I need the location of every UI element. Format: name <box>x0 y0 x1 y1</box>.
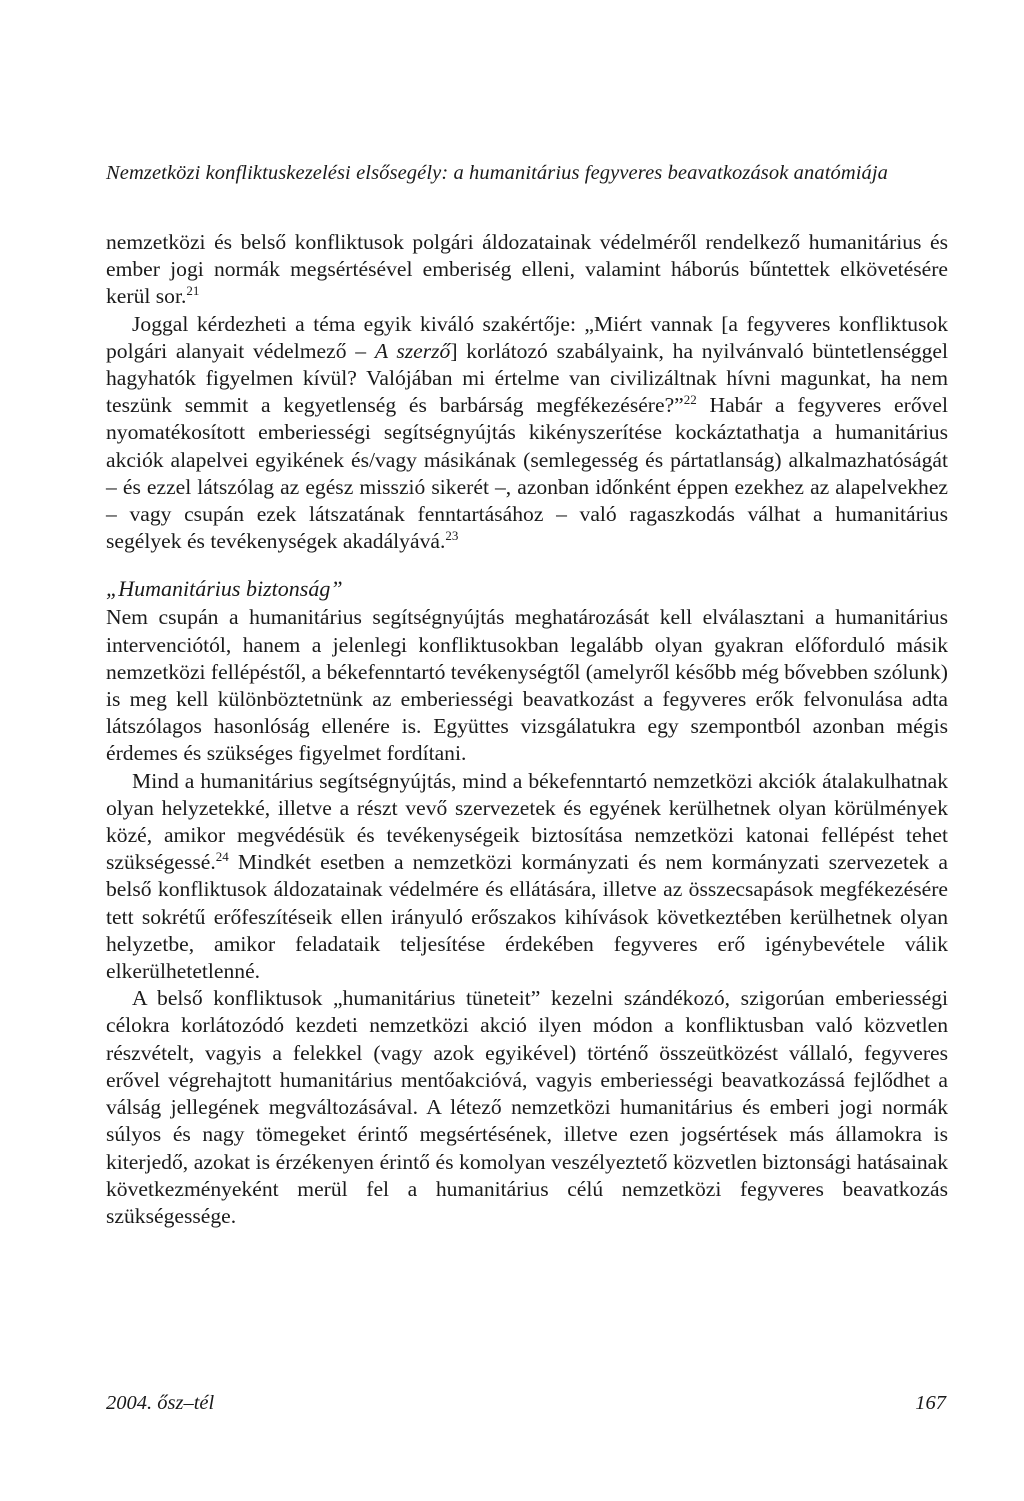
footer-issue: 2004. ősz–tél <box>106 1392 215 1414</box>
text-run: Habár a fegyveres erővel nyomatékosított emberiességi segítségnyújtás kikényszerítése kockáztathatja a humanitárius akciók alapelvei egyikének és/vagy másikának (semlegesség és pártatlanság) alkalmazhatóságát – és ezzel látszólag az egész misszió sikerét –, azonban időnként éppen ezekhez az alapelvekhez – vagy csupán ezek látszatának fenntartásához – való ragaszkodás válhat a humanitárius segélyek és tevékenységek akadályává. <box>106 393 948 554</box>
text-run: Nem csupán a humanitárius segítségnyújtás meghatározását kell elválasztani a humanitárius intervenciótól, hanem a jelenlegi konfliktusokban legalább olyan gyakran előforduló másik nemzetközi fellépéstől, a békefenntartó tevékenységtől (amelyről később még bővebben szólunk) is meg kell különböztetnünk az emberiességi beavatkozást a fegyveres erők felvonulása adta látszólagos hasonlóság ellenére is. Együttes vizsgálatukra egy szempontból azonban mégis érdemes és szükséges figyelmet fordítani. <box>106 605 948 766</box>
text-run: Mindkét esetben a nemzetközi kormányzati és nem kormányzati szervezetek a belső konfliktusok áldozatainak védelmére és ellátására, illetve az összecsapások megfékezésére tett sokrétű erőfeszítéseik ellen irányuló erőszakos kihívások következtében kerülhetnek olyan helyzetbe, amikor feladataik teljesítése érdekében fegyveres erő igénybevétele válik elkerülhetetlenné. <box>106 850 948 984</box>
intro-block <box>106 229 948 555</box>
footnote-ref: 22 <box>683 392 697 408</box>
text-run: Joggal kérdezheti a téma egyik kiváló szakértője: „Miért vannak [a fegyveres konfliktusok polgári alanyait védelmező – <box>106 311 948 363</box>
paragraph <box>106 311 948 556</box>
italic-text: A szerző <box>374 338 451 363</box>
page-number: 167 <box>915 1392 946 1414</box>
footnote-ref: 24 <box>215 849 229 865</box>
section-body <box>106 604 948 1230</box>
text-run: ] korlátozó szabályaink, ha nyilvánvaló büntetlenséggel hagyhatók figyelmen kívül? Valójában mi értelme van civilizáltnak hívni magunkat, ha nem teszünk semmit a kegyetlenség és barbárság megfékezésére?” <box>106 338 948 418</box>
paragraph <box>106 229 948 311</box>
paragraph <box>106 985 948 1230</box>
text-run: A belső konfliktusok „humanitárius tüneteit” kezelni szándékozó, szigorúan emberiességi célokra korlátozódó kezdeti nemzetközi akció ilyen módon a konfliktusban való közvetlen részvételt, vagyis a felekkel (vagy azok egyikével) történő összeütközést vállaló, fegyveres erővel végrehajtott humanitárius mentőakcióvá, vagyis emberiességi beavatkozássá fejlődhet a válság jellegének megváltozásával. A létező nemzetközi humanitárius és emberi jogi normák súlyos és nagy tömegeket érintő megsértésének, illetve ezen jogsértések más államokra is kiterjedő, azokat is érzékenyen érintő és komolyan veszélyeztető közvetlen biztonsági hatásainak következményeként merül fel a humanitárius célú nemzetközi fegyveres beavatkozás szükségessége. <box>106 986 948 1228</box>
text-run: Mind a humanitárius segítségnyújtás, mind a békefenntartó nemzetközi akciók átalakulhatnak olyan helyzetekké, illetve a részt vevő szervezetek és egyének kerülhetnek olyan körülmények közé, amikor megvédésük és tevékenységeik biztosítása nemzetközi katonai fellépést tehet szükségessé. <box>106 768 948 875</box>
paragraph <box>106 604 948 767</box>
body-text <box>106 229 948 1230</box>
section-heading: „Humanitárius biztonság” <box>106 576 343 602</box>
footnote-ref: 21 <box>186 283 200 299</box>
footnote-ref: 23 <box>445 528 459 544</box>
paragraph <box>106 768 948 986</box>
text-run: nemzetközi és belső konfliktusok polgári áldozatainak védelméről rendelkező humanitárius és ember jogi normák megsértésével emberiség elleni, valamint háborús bűntettek elkövetésére kerül sor. <box>106 230 948 309</box>
running-head: Nemzetközi konfliktuskezelési elsősegély: a humanitárius fegyveres beavatkozások anatómiája <box>106 162 889 184</box>
